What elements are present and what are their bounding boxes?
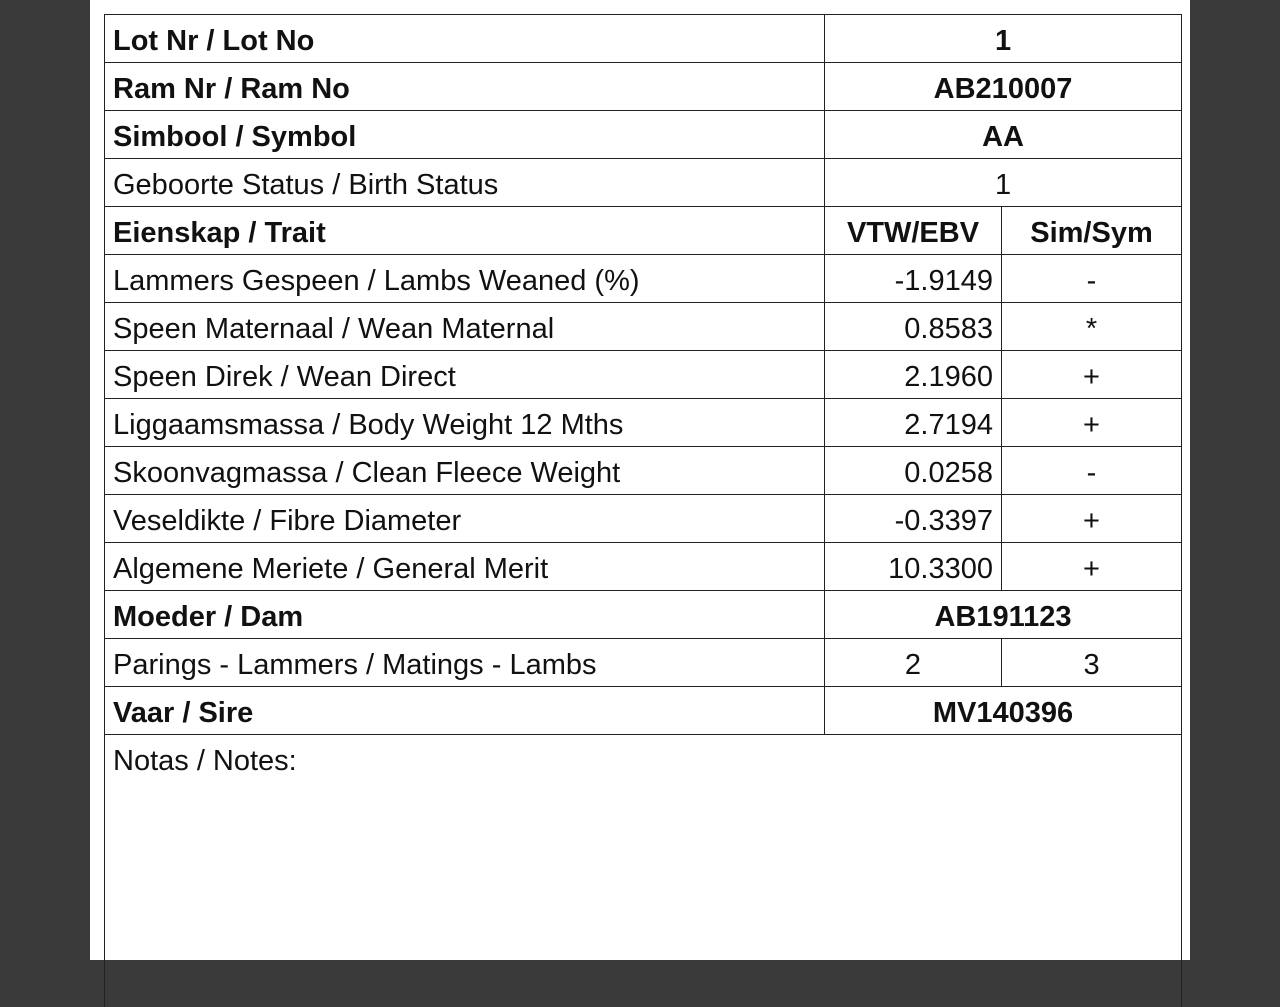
trait-symbol: +: [1002, 399, 1182, 447]
trait-label: Speen Maternaal / Wean Maternal: [105, 303, 825, 351]
lot-label: Lot Nr / Lot No: [105, 15, 825, 63]
trait-row: [105, 543, 1182, 591]
lambs-count: 3: [1002, 639, 1182, 687]
symbol-label: Simbool / Symbol: [105, 111, 825, 159]
sire-row: [105, 687, 1182, 735]
matings-row: [105, 639, 1182, 687]
trait-label: Skoonvagmassa / Clean Fleece Weight: [105, 447, 825, 495]
trait-row: [105, 255, 1182, 303]
symbol-row: [105, 111, 1182, 159]
trait-symbol: +: [1002, 543, 1182, 591]
birth-status-label: Geboorte Status / Birth Status: [105, 159, 825, 207]
sire-value: MV140396: [825, 687, 1182, 735]
trait-symbol: +: [1002, 495, 1182, 543]
trait-ebv: 2.7194: [825, 399, 1002, 447]
ram-row: [105, 63, 1182, 111]
sire-label: Vaar / Sire: [105, 687, 825, 735]
trait-symbol: +: [1002, 351, 1182, 399]
trait-symbol: *: [1002, 303, 1182, 351]
trait-row: [105, 351, 1182, 399]
symbol-value: AA: [825, 111, 1182, 159]
dam-value: AB191123: [825, 591, 1182, 639]
ram-value: AB210007: [825, 63, 1182, 111]
ebv-header: VTW/EBV: [825, 207, 1002, 255]
notes-label: Notas / Notes:: [105, 735, 1182, 1007]
trait-label: Algemene Meriete / General Merit: [105, 543, 825, 591]
matings-label: Parings - Lammers / Matings - Lambs: [105, 639, 825, 687]
trait-header-row: [105, 207, 1182, 255]
trait-header-label: Eienskap / Trait: [105, 207, 825, 255]
trait-ebv: 10.3300: [825, 543, 1002, 591]
trait-label: Veseldikte / Fibre Diameter: [105, 495, 825, 543]
trait-ebv: 0.0258: [825, 447, 1002, 495]
dam-row: [105, 591, 1182, 639]
trait-row: [105, 399, 1182, 447]
trait-ebv: -0.3397: [825, 495, 1002, 543]
sale-catalog-page: [90, 0, 1190, 960]
trait-ebv: -1.9149: [825, 255, 1002, 303]
trait-ebv: 0.8583: [825, 303, 1002, 351]
trait-row: [105, 303, 1182, 351]
trait-row: [105, 447, 1182, 495]
matings-count: 2: [825, 639, 1002, 687]
trait-label: Lammers Gespeen / Lambs Weaned (%): [105, 255, 825, 303]
lot-value: 1: [825, 15, 1182, 63]
ram-info-table: [104, 14, 1182, 1007]
ram-label: Ram Nr / Ram No: [105, 63, 825, 111]
trait-symbol: -: [1002, 447, 1182, 495]
trait-row: [105, 495, 1182, 543]
lot-row: [105, 15, 1182, 63]
birth-status-row: [105, 159, 1182, 207]
trait-label: Speen Direk / Wean Direct: [105, 351, 825, 399]
trait-symbol: -: [1002, 255, 1182, 303]
trait-label: Liggaamsmassa / Body Weight 12 Mths: [105, 399, 825, 447]
notes-row: [105, 735, 1182, 1007]
dam-label: Moeder / Dam: [105, 591, 825, 639]
birth-status-value: 1: [825, 159, 1182, 207]
trait-ebv: 2.1960: [825, 351, 1002, 399]
sym-header: Sim/Sym: [1002, 207, 1182, 255]
